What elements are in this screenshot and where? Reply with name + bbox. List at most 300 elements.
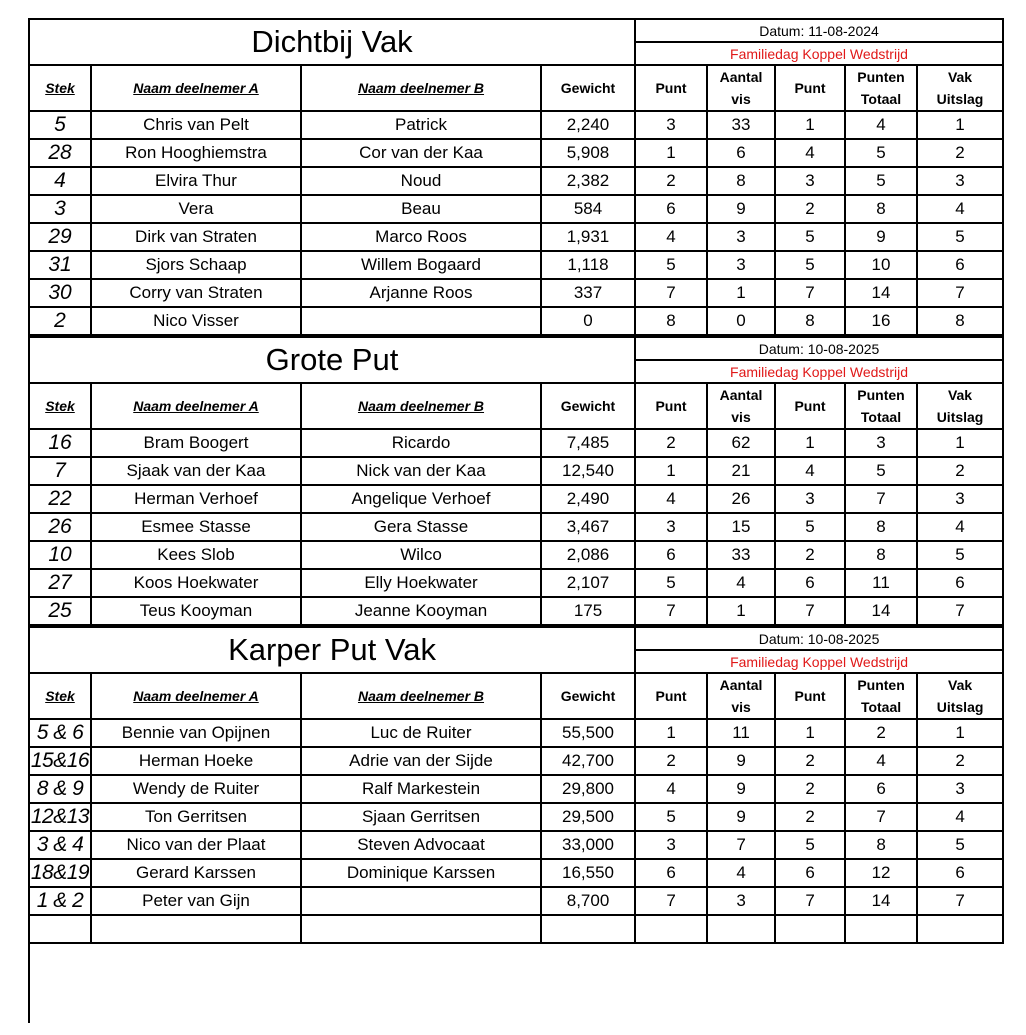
naam-b-cell: Gera Stasse (301, 513, 541, 541)
table-row (29, 569, 1003, 597)
aantal-vis-cell: 9 (707, 195, 775, 223)
header-vak-uitslag (917, 65, 1003, 111)
punt-cell: 2 (635, 747, 707, 775)
vak-uitslag-cell: 5 (917, 223, 1003, 251)
aantal-vis-cell: 9 (707, 775, 775, 803)
aantal-vis-cell: 26 (707, 485, 775, 513)
punt-cell: 2 (635, 167, 707, 195)
stek-cell: 26 (29, 513, 91, 541)
header-gewicht (541, 383, 635, 429)
header-punten-totaal-text: Totaal (860, 91, 902, 107)
section-title: Karper Put Vak (29, 627, 635, 673)
naam-a-cell: Kees Slob (91, 541, 301, 569)
table-row (29, 719, 1003, 747)
header-punt-text: Punt (655, 80, 687, 96)
vak-uitslag-cell: 2 (917, 139, 1003, 167)
header-punten-totaal (845, 673, 917, 719)
header-naam-b (301, 673, 541, 719)
punt-cell (635, 915, 707, 943)
punt-2-cell: 1 (775, 719, 845, 747)
aantal-vis-cell: 1 (707, 279, 775, 307)
naam-b-cell: Sjaan Gerritsen (301, 803, 541, 831)
header-gewicht-text: Gewicht (560, 688, 616, 704)
header-vak-uitslag-text: Vak (947, 387, 973, 403)
wedstrijd-label: Familiedag Koppel Wedstrijd (635, 42, 1003, 65)
vak-uitslag-cell: 7 (917, 887, 1003, 915)
punten-totaal-cell: 14 (845, 887, 917, 915)
header-punten-totaal-text: Totaal (860, 409, 902, 425)
punt-cell: 1 (635, 457, 707, 485)
stek-cell: 3 (29, 195, 91, 223)
gewicht-cell: 42,700 (541, 747, 635, 775)
naam-b-cell: Willem Bogaard (301, 251, 541, 279)
header-aantal-vis-text: Aantal (719, 69, 763, 85)
gewicht-cell: 584 (541, 195, 635, 223)
gewicht-cell: 2,107 (541, 569, 635, 597)
section-table (28, 626, 1004, 944)
header-punten-totaal (845, 383, 917, 429)
stek-cell: 10 (29, 541, 91, 569)
header-row (29, 673, 1003, 719)
punten-totaal-cell: 8 (845, 541, 917, 569)
datum-label: Datum: 10-08-2025 (635, 337, 1003, 360)
punten-totaal-cell: 3 (845, 429, 917, 457)
naam-a-cell: Ron Hooghiemstra (91, 139, 301, 167)
punt-cell: 5 (635, 251, 707, 279)
vak-uitslag-cell: 4 (917, 513, 1003, 541)
naam-b-cell: Elly Hoekwater (301, 569, 541, 597)
naam-a-cell: Elvira Thur (91, 167, 301, 195)
table-row (29, 915, 1003, 943)
aantal-vis-cell (707, 915, 775, 943)
gewicht-cell: 2,086 (541, 541, 635, 569)
stek-cell: 29 (29, 223, 91, 251)
punt-2-cell: 5 (775, 513, 845, 541)
header-punt-2 (775, 383, 845, 429)
header-gewicht (541, 65, 635, 111)
header-aantal-vis (707, 383, 775, 429)
section-title: Grote Put (29, 337, 635, 383)
header-naam-b-text: Naam deelnemer B (357, 80, 485, 96)
naam-b-cell: Marco Roos (301, 223, 541, 251)
punt-2-cell: 3 (775, 167, 845, 195)
punt-2-cell: 1 (775, 429, 845, 457)
stek-cell: 25 (29, 597, 91, 625)
stek-cell: 30 (29, 279, 91, 307)
aantal-vis-cell: 11 (707, 719, 775, 747)
naam-b-cell (301, 307, 541, 335)
aantal-vis-cell: 6 (707, 139, 775, 167)
header-naam-a-text: Naam deelnemer A (133, 398, 259, 414)
header-naam-a (91, 65, 301, 111)
header-punt (635, 383, 707, 429)
header-stek (29, 383, 91, 429)
vak-uitslag-cell: 4 (917, 195, 1003, 223)
punt-2-cell: 5 (775, 223, 845, 251)
gewicht-cell: 5,908 (541, 139, 635, 167)
header-vak-uitslag-text: Uitslag (936, 409, 984, 425)
stek-cell: 31 (29, 251, 91, 279)
punten-totaal-cell: 7 (845, 803, 917, 831)
punt-2-cell: 2 (775, 747, 845, 775)
stek-cell (29, 915, 91, 943)
punt-2-cell: 2 (775, 541, 845, 569)
table-row (29, 747, 1003, 775)
naam-b-cell: Patrick (301, 111, 541, 139)
naam-a-cell: Sjaak van der Kaa (91, 457, 301, 485)
gewicht-cell (541, 915, 635, 943)
vak-uitslag-cell: 3 (917, 167, 1003, 195)
header-vak-uitslag-text: Uitslag (936, 91, 984, 107)
header-naam-b-text: Naam deelnemer B (357, 688, 485, 704)
punten-totaal-cell: 4 (845, 111, 917, 139)
header-naam-b (301, 65, 541, 111)
stek-cell: 4 (29, 167, 91, 195)
table-row (29, 139, 1003, 167)
table-row (29, 775, 1003, 803)
vak-uitslag-cell: 2 (917, 457, 1003, 485)
header-stek-text: Stek (45, 80, 75, 96)
naam-a-cell (91, 915, 301, 943)
table-row (29, 223, 1003, 251)
punt-2-cell: 2 (775, 195, 845, 223)
gewicht-cell: 2,490 (541, 485, 635, 513)
punten-totaal-cell: 5 (845, 457, 917, 485)
vak-uitslag-cell: 6 (917, 859, 1003, 887)
datum-label: Datum: 11-08-2024 (635, 19, 1003, 42)
header-vak-uitslag (917, 383, 1003, 429)
punt-cell: 6 (635, 859, 707, 887)
aantal-vis-cell: 3 (707, 887, 775, 915)
stek-cell: 28 (29, 139, 91, 167)
header-aantal-vis-text: vis (731, 409, 751, 425)
stek-cell: 8 & 9 (29, 775, 91, 803)
aantal-vis-cell: 4 (707, 569, 775, 597)
results-sheet (28, 18, 1002, 944)
gewicht-cell: 12,540 (541, 457, 635, 485)
stek-cell: 3 & 4 (29, 831, 91, 859)
aantal-vis-cell: 21 (707, 457, 775, 485)
aantal-vis-cell: 9 (707, 803, 775, 831)
stek-cell: 16 (29, 429, 91, 457)
aantal-vis-cell: 15 (707, 513, 775, 541)
naam-a-cell: Koos Hoekwater (91, 569, 301, 597)
naam-a-cell: Bennie van Opijnen (91, 719, 301, 747)
table-row (29, 597, 1003, 625)
header-stek (29, 673, 91, 719)
stek-cell: 7 (29, 457, 91, 485)
header-punt-2-text: Punt (794, 80, 826, 96)
punt-cell: 4 (635, 485, 707, 513)
table-row (29, 859, 1003, 887)
punten-totaal-cell: 7 (845, 485, 917, 513)
punt-cell: 6 (635, 541, 707, 569)
punt-2-cell: 5 (775, 831, 845, 859)
gewicht-cell: 55,500 (541, 719, 635, 747)
naam-b-cell: Luc de Ruiter (301, 719, 541, 747)
punt-2-cell: 3 (775, 485, 845, 513)
punten-totaal-cell: 8 (845, 513, 917, 541)
punten-totaal-cell: 11 (845, 569, 917, 597)
table-row (29, 251, 1003, 279)
punten-totaal-cell: 12 (845, 859, 917, 887)
aantal-vis-cell: 62 (707, 429, 775, 457)
naam-b-cell: Angelique Verhoef (301, 485, 541, 513)
header-punt-text: Punt (655, 688, 687, 704)
aantal-vis-cell: 9 (707, 747, 775, 775)
header-naam-a (91, 383, 301, 429)
aantal-vis-cell: 33 (707, 111, 775, 139)
aantal-vis-cell: 8 (707, 167, 775, 195)
header-aantal-vis (707, 65, 775, 111)
table-row (29, 541, 1003, 569)
punt-2-cell: 2 (775, 775, 845, 803)
punt-cell: 1 (635, 719, 707, 747)
header-punten-totaal-text: Punten (857, 387, 905, 403)
header-aantal-vis-text: Aantal (719, 387, 763, 403)
header-vak-uitslag-text: Vak (947, 69, 973, 85)
naam-b-cell: Nick van der Kaa (301, 457, 541, 485)
table-row (29, 887, 1003, 915)
gewicht-cell: 1,931 (541, 223, 635, 251)
section-table (28, 18, 1004, 336)
punten-totaal-cell: 5 (845, 139, 917, 167)
punten-totaal-cell: 4 (845, 747, 917, 775)
punt-cell: 6 (635, 195, 707, 223)
gewicht-cell: 1,118 (541, 251, 635, 279)
punt-2-cell: 7 (775, 597, 845, 625)
stek-cell: 22 (29, 485, 91, 513)
punt-2-cell: 7 (775, 887, 845, 915)
header-row (29, 65, 1003, 111)
header-naam-a-text: Naam deelnemer A (133, 688, 259, 704)
naam-a-cell: Vera (91, 195, 301, 223)
naam-a-cell: Corry van Straten (91, 279, 301, 307)
naam-a-cell: Esmee Stasse (91, 513, 301, 541)
table-row (29, 831, 1003, 859)
header-gewicht-text: Gewicht (560, 80, 616, 96)
punt-2-cell (775, 915, 845, 943)
header-punt-text: Punt (655, 398, 687, 414)
punt-cell: 7 (635, 887, 707, 915)
naam-b-cell: Beau (301, 195, 541, 223)
punten-totaal-cell: 8 (845, 195, 917, 223)
naam-a-cell: Herman Hoeke (91, 747, 301, 775)
vak-uitslag-cell: 4 (917, 803, 1003, 831)
naam-a-cell: Peter van Gijn (91, 887, 301, 915)
punten-totaal-cell: 8 (845, 831, 917, 859)
punt-2-cell: 6 (775, 859, 845, 887)
naam-b-cell: Arjanne Roos (301, 279, 541, 307)
gewicht-cell: 29,500 (541, 803, 635, 831)
stek-cell: 12&13 (29, 803, 91, 831)
punten-totaal-cell: 16 (845, 307, 917, 335)
stek-cell: 27 (29, 569, 91, 597)
punt-cell: 7 (635, 279, 707, 307)
naam-b-cell (301, 887, 541, 915)
gewicht-cell: 29,800 (541, 775, 635, 803)
header-aantal-vis-text: vis (731, 91, 751, 107)
header-vak-uitslag-text: Vak (948, 677, 973, 693)
punt-cell: 3 (635, 513, 707, 541)
punten-totaal-cell: 10 (845, 251, 917, 279)
punt-cell: 3 (635, 831, 707, 859)
punt-2-cell: 7 (775, 279, 845, 307)
punten-totaal-cell: 9 (845, 223, 917, 251)
header-aantal-vis-text: vis (731, 699, 751, 715)
naam-b-cell: Adrie van der Sijde (301, 747, 541, 775)
header-gewicht-text: Gewicht (560, 398, 616, 414)
vak-uitslag-cell: 1 (917, 719, 1003, 747)
header-punten-totaal (845, 65, 917, 111)
gewicht-cell: 2,240 (541, 111, 635, 139)
stek-cell: 5 & 6 (29, 719, 91, 747)
left-border-line (28, 944, 30, 1023)
header-stek-text: Stek (45, 398, 75, 414)
header-punt-2 (775, 673, 845, 719)
aantal-vis-cell: 3 (707, 251, 775, 279)
naam-a-cell: Chris van Pelt (91, 111, 301, 139)
punt-cell: 4 (635, 223, 707, 251)
stek-cell: 5 (29, 111, 91, 139)
vak-uitslag-cell (917, 915, 1003, 943)
header-punten-totaal-text: Totaal (860, 699, 902, 715)
table-row (29, 195, 1003, 223)
vak-uitslag-cell: 5 (917, 831, 1003, 859)
naam-a-cell: Dirk van Straten (91, 223, 301, 251)
punt-cell: 3 (635, 111, 707, 139)
naam-a-cell: Nico van der Plaat (91, 831, 301, 859)
punt-cell: 7 (635, 597, 707, 625)
naam-a-cell: Sjors Schaap (91, 251, 301, 279)
naam-a-cell: Wendy de Ruiter (91, 775, 301, 803)
table-row (29, 111, 1003, 139)
table-row (29, 513, 1003, 541)
punten-totaal-cell: 6 (845, 775, 917, 803)
gewicht-cell: 16,550 (541, 859, 635, 887)
table-row (29, 307, 1003, 335)
gewicht-cell: 175 (541, 597, 635, 625)
naam-b-cell: Cor van der Kaa (301, 139, 541, 167)
punt-cell: 5 (635, 569, 707, 597)
header-punt-2-text: Punt (794, 398, 826, 414)
wedstrijd-label: Familiedag Koppel Wedstrijd (635, 650, 1003, 673)
punt-cell: 8 (635, 307, 707, 335)
vak-uitslag-cell: 6 (917, 569, 1003, 597)
punt-2-cell: 1 (775, 111, 845, 139)
gewicht-cell: 33,000 (541, 831, 635, 859)
stek-cell: 15&16 (29, 747, 91, 775)
header-aantal-vis-text: Aantal (719, 677, 763, 693)
punt-2-cell: 5 (775, 251, 845, 279)
stek-cell: 1 & 2 (29, 887, 91, 915)
naam-a-cell: Teus Kooyman (91, 597, 301, 625)
vak-uitslag-cell: 1 (917, 111, 1003, 139)
naam-b-cell (301, 915, 541, 943)
naam-b-cell: Ralf Markestein (301, 775, 541, 803)
header-gewicht (541, 673, 635, 719)
punt-2-cell: 6 (775, 569, 845, 597)
vak-uitslag-cell: 8 (917, 307, 1003, 335)
header-aantal-vis (707, 673, 775, 719)
vak-uitslag-cell: 7 (917, 279, 1003, 307)
header-naam-b (301, 383, 541, 429)
punten-totaal-cell: 14 (845, 597, 917, 625)
aantal-vis-cell: 1 (707, 597, 775, 625)
naam-b-cell: Jeanne Kooyman (301, 597, 541, 625)
naam-b-cell: Wilco (301, 541, 541, 569)
header-stek-text: Stek (45, 688, 75, 704)
punt-2-cell: 4 (775, 457, 845, 485)
header-punt-2-text: Punt (794, 688, 826, 704)
punten-totaal-cell: 5 (845, 167, 917, 195)
table-row (29, 485, 1003, 513)
vak-uitslag-cell: 3 (917, 775, 1003, 803)
punt-cell: 5 (635, 803, 707, 831)
wedstrijd-label: Familiedag Koppel Wedstrijd (635, 360, 1003, 383)
aantal-vis-cell: 3 (707, 223, 775, 251)
aantal-vis-cell: 33 (707, 541, 775, 569)
naam-a-cell: Herman Verhoef (91, 485, 301, 513)
datum-label: Datum: 10-08-2025 (635, 627, 1003, 650)
header-vak-uitslag (917, 673, 1003, 719)
punten-totaal-cell: 2 (845, 719, 917, 747)
stek-cell: 18&19 (29, 859, 91, 887)
header-naam-a (91, 673, 301, 719)
naam-a-cell: Ton Gerritsen (91, 803, 301, 831)
gewicht-cell: 0 (541, 307, 635, 335)
header-punten-totaal-text: Punten (857, 69, 905, 85)
punt-2-cell: 8 (775, 307, 845, 335)
table-row (29, 279, 1003, 307)
table-row (29, 803, 1003, 831)
naam-b-cell: Ricardo (301, 429, 541, 457)
gewicht-cell: 337 (541, 279, 635, 307)
gewicht-cell: 8,700 (541, 887, 635, 915)
header-punt (635, 673, 707, 719)
naam-a-cell: Nico Visser (91, 307, 301, 335)
vak-uitslag-cell: 6 (917, 251, 1003, 279)
header-punten-totaal-text: Punten (857, 677, 905, 693)
header-naam-b-text: Naam deelnemer B (357, 398, 485, 414)
gewicht-cell: 3,467 (541, 513, 635, 541)
punt-cell: 1 (635, 139, 707, 167)
section-title: Dichtbij Vak (29, 19, 635, 65)
header-row (29, 383, 1003, 429)
table-row (29, 429, 1003, 457)
table-row (29, 457, 1003, 485)
vak-uitslag-cell: 1 (917, 429, 1003, 457)
naam-b-cell: Steven Advocaat (301, 831, 541, 859)
vak-uitslag-cell: 3 (917, 485, 1003, 513)
gewicht-cell: 7,485 (541, 429, 635, 457)
header-punt (635, 65, 707, 111)
punt-2-cell: 2 (775, 803, 845, 831)
section-table (28, 336, 1004, 626)
punt-cell: 2 (635, 429, 707, 457)
punten-totaal-cell (845, 915, 917, 943)
punten-totaal-cell: 14 (845, 279, 917, 307)
header-punt-2 (775, 65, 845, 111)
naam-b-cell: Dominique Karssen (301, 859, 541, 887)
table-row (29, 167, 1003, 195)
punt-2-cell: 4 (775, 139, 845, 167)
header-stek (29, 65, 91, 111)
vak-uitslag-cell: 5 (917, 541, 1003, 569)
gewicht-cell: 2,382 (541, 167, 635, 195)
naam-b-cell: Noud (301, 167, 541, 195)
stek-cell: 2 (29, 307, 91, 335)
